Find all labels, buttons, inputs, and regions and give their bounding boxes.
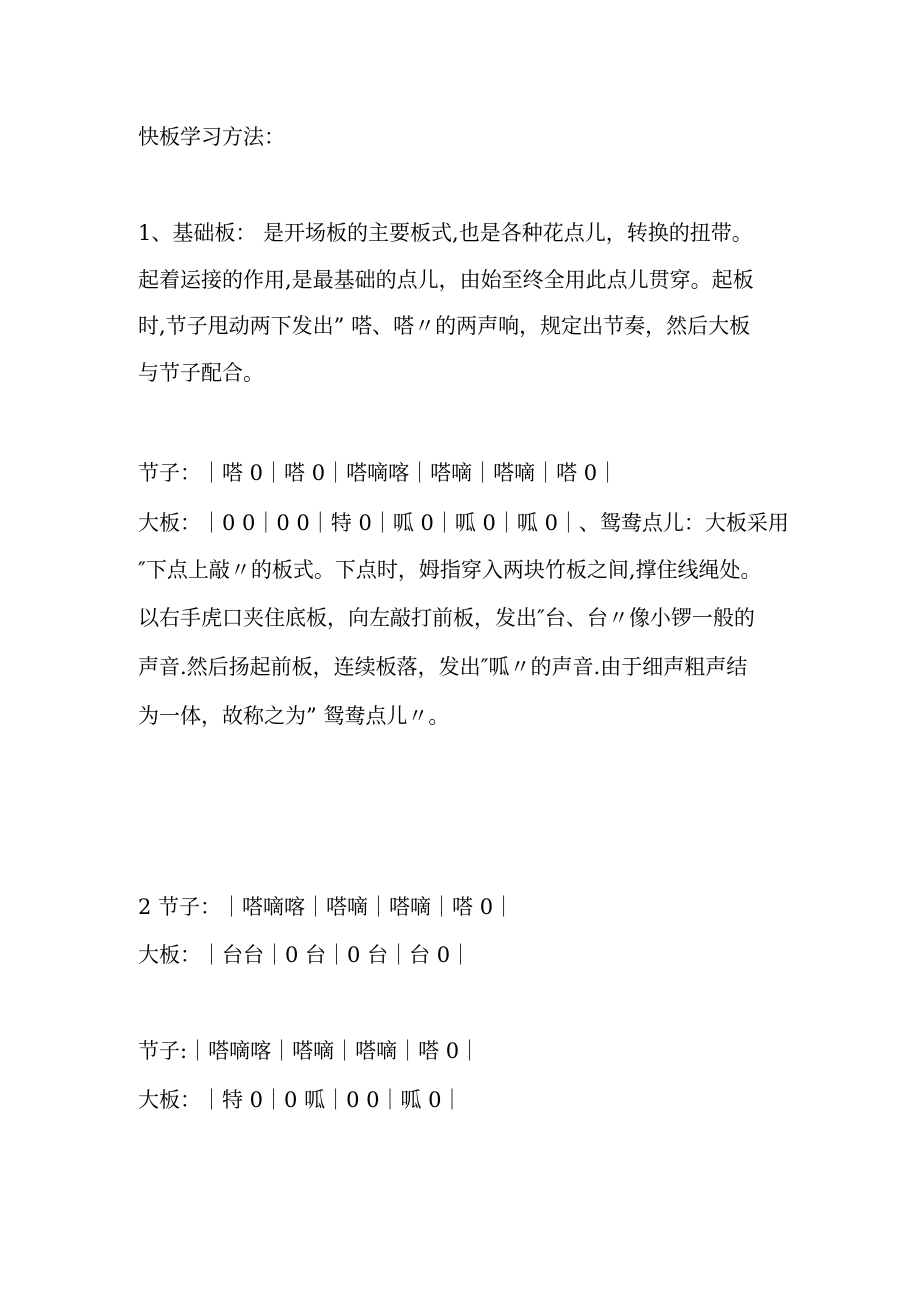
paragraph-line: ″下点上敲〃的板式。下点时，姆指穿入两块竹板之间,撑住线绳处。 bbox=[138, 558, 762, 582]
rhythm-jiezi-line: 节子:｜嗒嘀喀｜嗒嘀｜嗒嘀｜嗒 0｜ bbox=[138, 1039, 481, 1063]
paragraph-line: 1、基础板： 是开场板的主要板式,也是各种花点儿，转换的扭带。 bbox=[138, 221, 753, 245]
paragraph-line: 为一体，故称之为” 鸳鸯点儿〃。 bbox=[138, 704, 450, 728]
paragraph-line: 起着运接的作用,是最基础的点儿，由始至终全用此点儿贯穿。起板 bbox=[138, 268, 754, 292]
rhythm-daban-line: 大板：｜台台｜0 台｜0 台｜台 0｜ bbox=[138, 943, 472, 967]
paragraph-line: 声音.然后扬起前板，连续板落，发出″呱〃的声音.由于细声粗声结 bbox=[138, 655, 748, 679]
paragraph-line: 以右手虎口夹住底板，向左敲打前板，发出″台、台〃像小锣一般的 bbox=[138, 606, 755, 630]
paragraph-line: 与节子配合。 bbox=[138, 361, 264, 385]
paragraph-line: 时,节子甩动两下发出” 嗒、嗒〃的两声响，规定出节奏，然后大板 bbox=[138, 314, 751, 338]
rhythm-jiezi-line: 2 节子：｜嗒嘀喀｜嗒嘀｜嗒嘀｜嗒 0｜ bbox=[138, 895, 515, 919]
rhythm-daban-line: 大板：｜0 0｜0 0｜特 0｜呱 0｜呱 0｜呱 0｜、鸳鸯点儿：大板采用 bbox=[138, 511, 789, 535]
rhythm-jiezi-line: 节子：｜嗒 0｜嗒 0｜嗒嘀喀｜嗒嘀｜嗒嘀｜嗒 0｜ bbox=[138, 461, 619, 485]
rhythm-daban-line: 大板：｜特 0｜0 呱｜0 0｜呱 0｜ bbox=[138, 1088, 463, 1112]
document-title: 快板学习方法： bbox=[138, 125, 285, 149]
